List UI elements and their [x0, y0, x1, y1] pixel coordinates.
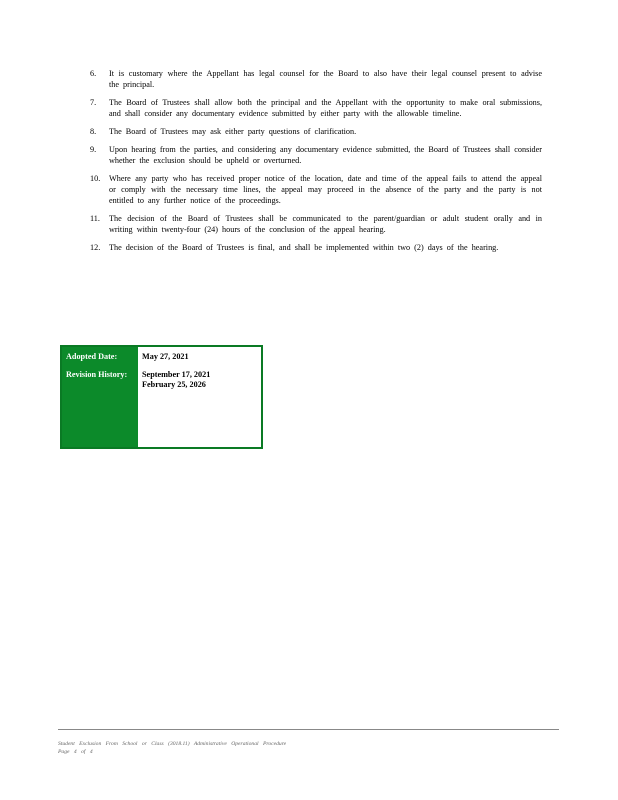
- footer-page-number: Page 4 of 4: [58, 749, 93, 755]
- item-number: 6.: [90, 69, 97, 78]
- adopted-date-value: May 27, 2021: [142, 352, 189, 361]
- item-text: The decision of the Board of Trustees is final, and shall be implemented within two (2) days of the hearing.: [109, 243, 499, 252]
- revision-date-1: September 17, 2021: [142, 370, 211, 379]
- procedure-list: [90, 68, 542, 260]
- list-item: [90, 126, 542, 137]
- history-label-column: [62, 347, 138, 447]
- footer-divider: [58, 729, 559, 730]
- item-text: The Board of Trustees shall allow both the principal and the Appellant with the opportunity to make oral submissions, and shall consider any documentary evidence submitted by either party with the allowable timeline.: [109, 98, 542, 118]
- revision-date-2: February 25, 2026: [142, 380, 206, 389]
- item-text: The decision of the Board of Trustees shall be communicated to the parent/guardian or adult student orally and in writing within twenty-four (24) hours of the conclusion of the appeal hearing.: [109, 214, 542, 234]
- list-item: [90, 213, 542, 235]
- list-item: [90, 173, 542, 206]
- history-value-column: [138, 347, 261, 447]
- history-table: [60, 345, 263, 449]
- revision-history-label: Revision History:: [66, 370, 128, 379]
- page-footer: [58, 740, 286, 756]
- adopted-date-label: Adopted Date:: [66, 352, 118, 361]
- item-number: 9.: [90, 145, 97, 154]
- item-number: 8.: [90, 127, 97, 136]
- item-number: 12.: [90, 243, 101, 252]
- list-item: [90, 242, 542, 253]
- list-item: [90, 97, 542, 119]
- item-number: 11.: [90, 214, 100, 223]
- footer-document-title: Student Exclusion From School or Class (3018.11) Administrative Operational Procedure: [58, 741, 287, 747]
- item-text: The Board of Trustees may ask either party questions of clarification.: [109, 127, 357, 136]
- item-text: Upon hearing from the parties, and considering any documentary evidence submitted, the Board of Trustees shall consider whether the exclusion should be upheld or overturned.: [109, 145, 542, 165]
- item-number: 10.: [90, 174, 101, 183]
- item-text: Where any party who has received proper notice of the location, date and time of the appeal fails to attend the appeal or comply with the necessary time lines, the appeal may proceed in the absence of the party and the party is not entitled to any further notice of the proceedings.: [109, 174, 542, 205]
- list-item: [90, 68, 542, 90]
- list-item: [90, 144, 542, 166]
- item-number: 7.: [90, 98, 97, 107]
- item-text: It is customary where the Appellant has legal counsel for the Board to also have their legal counsel present to advise the principal.: [109, 69, 542, 89]
